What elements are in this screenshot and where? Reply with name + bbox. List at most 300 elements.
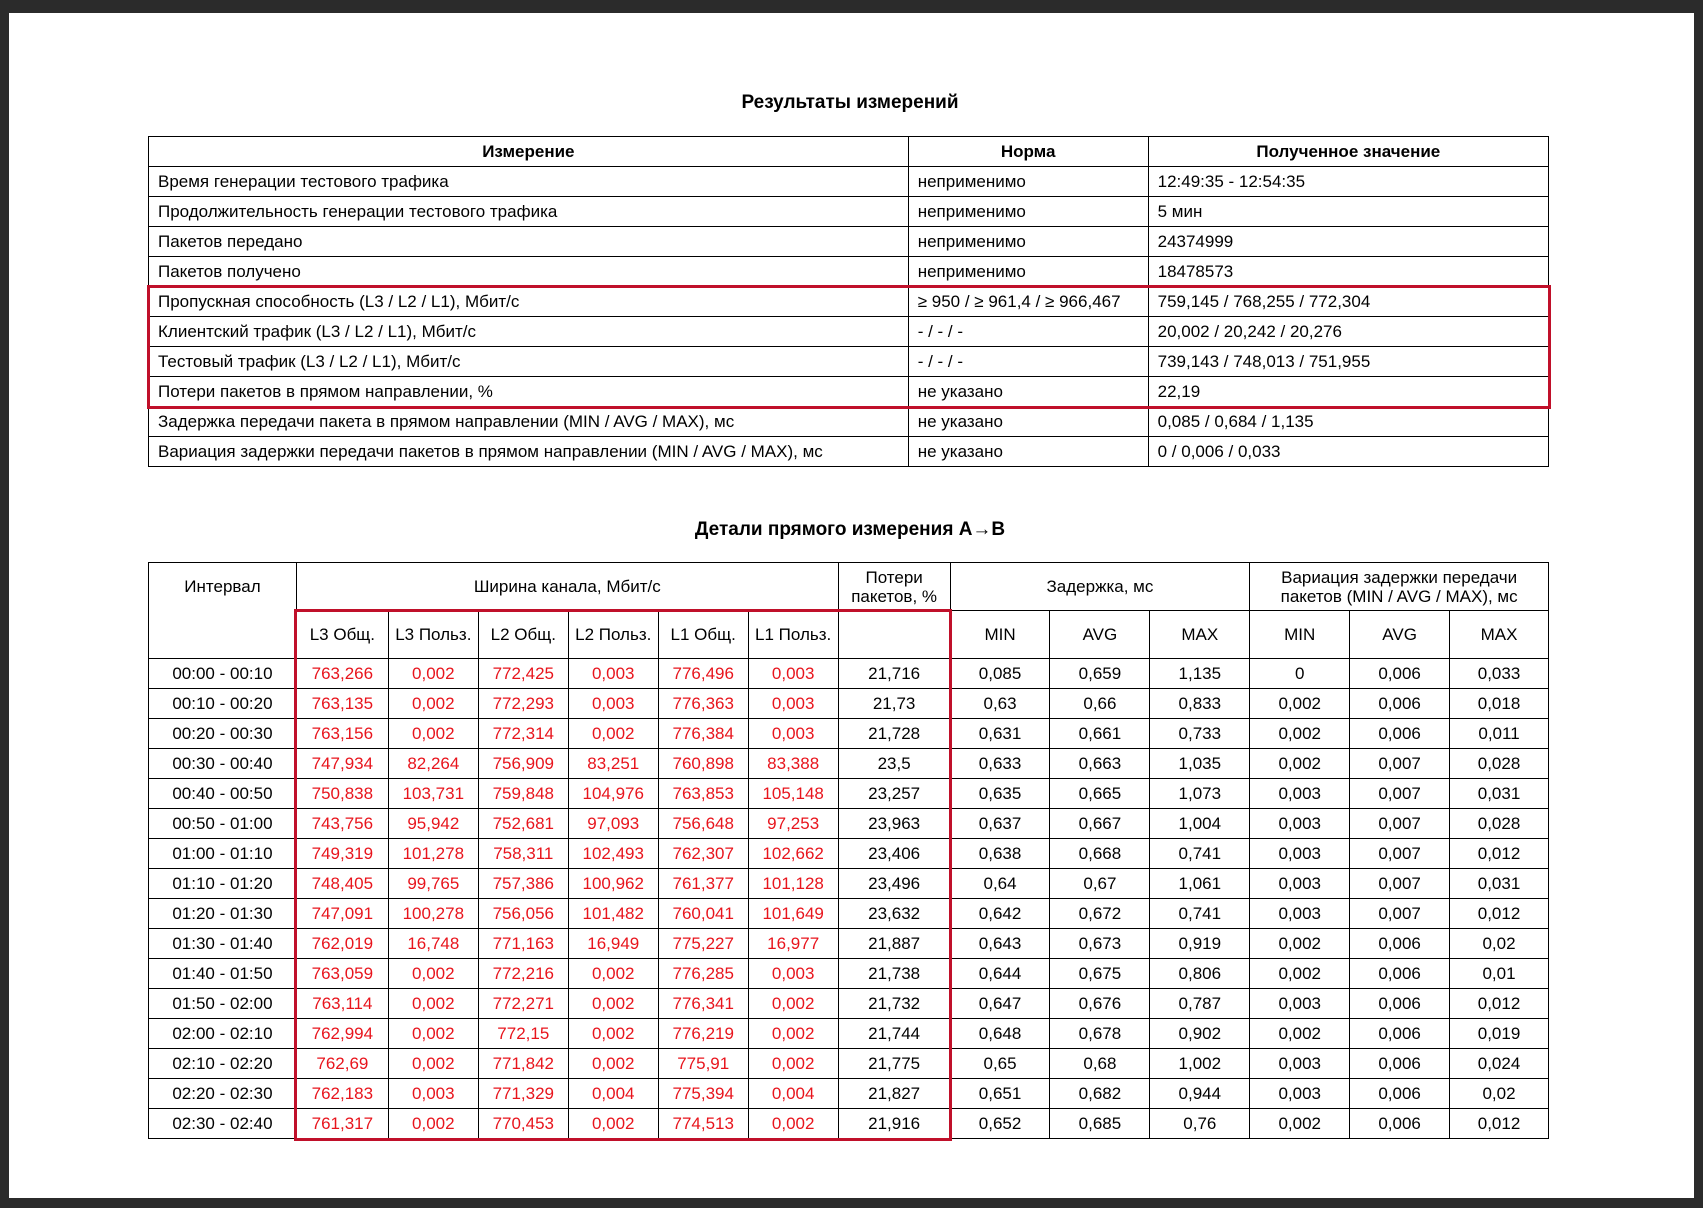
subheader-cell: AVG xyxy=(1350,611,1450,659)
value-cell: 0,65 xyxy=(950,1049,1050,1079)
value-cell: 1,135 xyxy=(1150,659,1250,689)
value-cell: 0,668 xyxy=(1050,839,1150,869)
summary-row xyxy=(149,317,1549,347)
value-cell: 750,838 xyxy=(296,779,388,809)
value-cell: 100,278 xyxy=(388,899,478,929)
interval-cell: 01:20 - 01:30 xyxy=(149,899,297,929)
value-cell: 761,377 xyxy=(658,869,748,899)
value-cell: 0,002 xyxy=(568,1049,658,1079)
value-cell: 101,278 xyxy=(388,839,478,869)
value-cell: 0,682 xyxy=(1050,1079,1150,1109)
value-cell: 0,64 xyxy=(950,869,1050,899)
value-cell: 0,67 xyxy=(1050,869,1150,899)
value-cell: 0,003 xyxy=(748,719,838,749)
value-cell: 0,012 xyxy=(1450,899,1549,929)
value-cell: 747,091 xyxy=(296,899,388,929)
value-cell: 771,163 xyxy=(478,929,568,959)
details-row xyxy=(149,929,1549,959)
value-cell: 0,635 xyxy=(950,779,1050,809)
value-cell: 0,673 xyxy=(1050,929,1150,959)
value-cell: 0,007 xyxy=(1350,869,1450,899)
value-cell: 0,003 xyxy=(1250,899,1350,929)
details-row xyxy=(149,779,1549,809)
value-cell: 762,307 xyxy=(658,839,748,869)
value-cell: 775,227 xyxy=(658,929,748,959)
value-cell: 0,002 xyxy=(568,1019,658,1049)
value-cell: 774,513 xyxy=(658,1109,748,1139)
details-row xyxy=(149,1019,1549,1049)
value-cell: 97,093 xyxy=(568,809,658,839)
value-cell: 763,853 xyxy=(658,779,748,809)
value-cell: 1,002 xyxy=(1150,1049,1250,1079)
value-cell: 23,963 xyxy=(838,809,950,839)
header-value: Полученное значение xyxy=(1148,137,1548,167)
subheader-cell: L2 Польз. xyxy=(568,611,658,659)
value-cell: 0,919 xyxy=(1150,929,1250,959)
interval-cell: 02:20 - 02:30 xyxy=(149,1079,297,1109)
subheader-cell: L2 Общ. xyxy=(478,611,568,659)
interval-cell: 01:10 - 01:20 xyxy=(149,869,297,899)
value-cell: 0,002 xyxy=(748,989,838,1019)
value-cell: 772,271 xyxy=(478,989,568,1019)
value-cell: 772,216 xyxy=(478,959,568,989)
value-cell: 0,002 xyxy=(748,1019,838,1049)
value-cell: 5 мин xyxy=(1148,197,1548,227)
value-cell: 0,033 xyxy=(1450,659,1549,689)
value-cell: 0,003 xyxy=(568,659,658,689)
value-cell: 758,311 xyxy=(478,839,568,869)
subheader-cell: MIN xyxy=(950,611,1050,659)
summary-row xyxy=(149,347,1549,377)
value-cell: 23,257 xyxy=(838,779,950,809)
value-cell: 0,02 xyxy=(1450,1079,1549,1109)
value-cell: 762,019 xyxy=(296,929,388,959)
value-cell: 0,018 xyxy=(1450,689,1549,719)
summary-row xyxy=(149,287,1549,317)
value-cell: 0,006 xyxy=(1350,659,1450,689)
value-cell: 0,631 xyxy=(950,719,1050,749)
value-cell: 770,453 xyxy=(478,1109,568,1139)
summary-row xyxy=(149,257,1549,287)
value-cell: 0,652 xyxy=(950,1109,1050,1139)
value-cell: 0,002 xyxy=(1250,1109,1350,1139)
measurement-cell: Продолжительность генерации тестового трафика xyxy=(149,197,909,227)
value-cell: 0,02 xyxy=(1450,929,1549,959)
value-cell: 0 / 0,006 / 0,033 xyxy=(1148,437,1548,467)
value-cell: 21,775 xyxy=(838,1049,950,1079)
details-row xyxy=(149,1109,1549,1139)
value-cell: 772,293 xyxy=(478,689,568,719)
value-cell: 0,002 xyxy=(1250,1019,1350,1049)
value-cell: 21,716 xyxy=(838,659,950,689)
value-cell: 0,01 xyxy=(1450,959,1549,989)
value-cell: 0,003 xyxy=(388,1079,478,1109)
value-cell: 763,135 xyxy=(296,689,388,719)
value-cell: 102,662 xyxy=(748,839,838,869)
value-cell: 0,665 xyxy=(1050,779,1150,809)
value-cell: 0,002 xyxy=(1250,749,1350,779)
details-title: Детали прямого измерения A→B xyxy=(694,519,1006,540)
interval-cell: 00:00 - 00:10 xyxy=(149,659,297,689)
value-cell: 0,002 xyxy=(748,1049,838,1079)
value-cell: 0,002 xyxy=(568,989,658,1019)
value-cell: 0,006 xyxy=(1350,989,1450,1019)
value-cell: 21,738 xyxy=(838,959,950,989)
value-cell: 760,898 xyxy=(658,749,748,779)
details-row xyxy=(149,959,1549,989)
value-cell: 0,66 xyxy=(1050,689,1150,719)
header-loss: Потери пакетов, % xyxy=(838,563,950,611)
value-cell: 759,145 / 768,255 / 772,304 xyxy=(1148,287,1548,317)
value-cell: 772,425 xyxy=(478,659,568,689)
value-cell: 0,833 xyxy=(1150,689,1250,719)
value-cell: 0,002 xyxy=(388,959,478,989)
value-cell: 82,264 xyxy=(388,749,478,779)
value-cell: 776,341 xyxy=(658,989,748,1019)
value-cell: 0,002 xyxy=(388,1109,478,1139)
value-cell: 102,493 xyxy=(568,839,658,869)
value-cell: 0,019 xyxy=(1450,1019,1549,1049)
value-cell: 775,91 xyxy=(658,1049,748,1079)
value-cell: 0,003 xyxy=(1250,1049,1350,1079)
measurement-cell: Тестовый трафик (L3 / L2 / L1), Мбит/с xyxy=(149,347,909,377)
value-cell: 0,002 xyxy=(1250,929,1350,959)
value-cell: 0,007 xyxy=(1350,749,1450,779)
value-cell: 16,748 xyxy=(388,929,478,959)
value-cell: 0,031 xyxy=(1450,869,1549,899)
value-cell: 776,384 xyxy=(658,719,748,749)
value-cell: 0,003 xyxy=(748,959,838,989)
norm-cell: неприменимо xyxy=(908,167,1148,197)
value-cell: 0,76 xyxy=(1150,1109,1250,1139)
interval-cell: 01:40 - 01:50 xyxy=(149,959,297,989)
details-row xyxy=(149,719,1549,749)
value-cell: 0,002 xyxy=(388,689,478,719)
value-cell: 0,002 xyxy=(388,719,478,749)
subheader-cell: MAX xyxy=(1450,611,1549,659)
interval-cell: 02:10 - 02:20 xyxy=(149,1049,297,1079)
value-cell: 752,681 xyxy=(478,809,568,839)
value-cell: 0,002 xyxy=(388,1049,478,1079)
value-cell: 772,314 xyxy=(478,719,568,749)
value-cell: 97,253 xyxy=(748,809,838,839)
value-cell: 23,632 xyxy=(838,899,950,929)
value-cell: 0,003 xyxy=(1250,779,1350,809)
header-delay: Задержка, мс xyxy=(950,563,1250,611)
value-cell: 762,183 xyxy=(296,1079,388,1109)
summary-table xyxy=(148,136,1549,467)
value-cell: 103,731 xyxy=(388,779,478,809)
value-cell: 756,648 xyxy=(658,809,748,839)
value-cell: 100,962 xyxy=(568,869,658,899)
details-row xyxy=(149,749,1549,779)
value-cell: 23,5 xyxy=(838,749,950,779)
details-row xyxy=(149,659,1549,689)
value-cell: 105,148 xyxy=(748,779,838,809)
value-cell: 0,902 xyxy=(1150,1019,1250,1049)
value-cell: 0,006 xyxy=(1350,689,1450,719)
value-cell: 95,942 xyxy=(388,809,478,839)
value-cell: 762,69 xyxy=(296,1049,388,1079)
value-cell: 763,156 xyxy=(296,719,388,749)
value-cell: 763,059 xyxy=(296,959,388,989)
header-bandwidth: Ширина канала, Мбит/с xyxy=(296,563,838,611)
interval-cell: 00:40 - 00:50 xyxy=(149,779,297,809)
value-cell: 760,041 xyxy=(658,899,748,929)
value-cell: 23,406 xyxy=(838,839,950,869)
value-cell: 21,73 xyxy=(838,689,950,719)
value-cell: 0,647 xyxy=(950,989,1050,1019)
value-cell: 0,028 xyxy=(1450,809,1549,839)
value-cell: 21,732 xyxy=(838,989,950,1019)
subheader-cell: AVG xyxy=(1050,611,1150,659)
value-cell: 0,642 xyxy=(950,899,1050,929)
value-cell: 0,003 xyxy=(1250,839,1350,869)
subheader-cell: MIN xyxy=(1250,611,1350,659)
value-cell: 16,949 xyxy=(568,929,658,959)
value-cell: 0,003 xyxy=(748,689,838,719)
subheader-cell: MAX xyxy=(1150,611,1250,659)
value-cell: 0,003 xyxy=(748,659,838,689)
value-cell: 0,007 xyxy=(1350,779,1450,809)
norm-cell: неприменимо xyxy=(908,197,1148,227)
value-cell: 757,386 xyxy=(478,869,568,899)
value-cell: 0,002 xyxy=(1250,959,1350,989)
details-row xyxy=(149,809,1549,839)
value-cell: 0,006 xyxy=(1350,719,1450,749)
value-cell: 104,976 xyxy=(568,779,658,809)
value-cell: 771,329 xyxy=(478,1079,568,1109)
value-cell: 0,007 xyxy=(1350,839,1450,869)
value-cell: 0,003 xyxy=(1250,989,1350,1019)
value-cell: 749,319 xyxy=(296,839,388,869)
measurement-cell: Время генерации тестового трафика xyxy=(149,167,909,197)
value-cell: 743,756 xyxy=(296,809,388,839)
value-cell: 1,004 xyxy=(1150,809,1250,839)
value-cell: 0,002 xyxy=(388,989,478,1019)
details-row xyxy=(149,1049,1549,1079)
norm-cell: неприменимо xyxy=(908,257,1148,287)
value-cell: 763,114 xyxy=(296,989,388,1019)
value-cell: 0,68 xyxy=(1050,1049,1150,1079)
value-cell: 21,916 xyxy=(838,1109,950,1139)
value-cell: 776,219 xyxy=(658,1019,748,1049)
measurement-cell: Пакетов передано xyxy=(149,227,909,257)
value-cell: 99,765 xyxy=(388,869,478,899)
value-cell: 83,388 xyxy=(748,749,838,779)
summary-row xyxy=(149,437,1549,467)
interval-cell: 02:00 - 02:10 xyxy=(149,1019,297,1049)
summary-title: Результаты измерений xyxy=(741,92,959,113)
norm-cell: не указано xyxy=(908,437,1148,467)
interval-cell: 01:50 - 02:00 xyxy=(149,989,297,1019)
value-cell: 0,741 xyxy=(1150,839,1250,869)
norm-cell: неприменимо xyxy=(908,227,1148,257)
details-row xyxy=(149,869,1549,899)
interval-cell: 01:00 - 01:10 xyxy=(149,839,297,869)
value-cell: 0,003 xyxy=(1250,809,1350,839)
interval-cell: 00:10 - 00:20 xyxy=(149,689,297,719)
value-cell: 776,363 xyxy=(658,689,748,719)
value-cell: 0,672 xyxy=(1050,899,1150,929)
value-cell: 18478573 xyxy=(1148,257,1548,287)
value-cell: 0,012 xyxy=(1450,989,1549,1019)
summary-row xyxy=(149,167,1549,197)
value-cell: 0,012 xyxy=(1450,1109,1549,1139)
value-cell: 0,007 xyxy=(1350,899,1450,929)
value-cell: 0 xyxy=(1250,659,1350,689)
value-cell: 776,285 xyxy=(658,959,748,989)
value-cell: 12:49:35 - 12:54:35 xyxy=(1148,167,1548,197)
value-cell: 24374999 xyxy=(1148,227,1548,257)
value-cell: 748,405 xyxy=(296,869,388,899)
value-cell: 0,003 xyxy=(1250,869,1350,899)
value-cell: 0,667 xyxy=(1050,809,1150,839)
value-cell: 0,685 xyxy=(1050,1109,1150,1139)
value-cell: 747,934 xyxy=(296,749,388,779)
value-cell: 0,085 xyxy=(950,659,1050,689)
value-cell: 21,728 xyxy=(838,719,950,749)
details-row xyxy=(149,1079,1549,1109)
interval-cell: 00:20 - 00:30 xyxy=(149,719,297,749)
summary-row xyxy=(149,227,1549,257)
value-cell: 775,394 xyxy=(658,1079,748,1109)
details-table xyxy=(148,562,1549,1139)
measurement-cell: Клиентский трафик (L3 / L2 / L1), Мбит/с xyxy=(149,317,909,347)
norm-cell: не указано xyxy=(908,377,1148,407)
measurement-cell: Пропускная способность (L3 / L2 / L1), Мбит/с xyxy=(149,287,909,317)
value-cell: 101,482 xyxy=(568,899,658,929)
value-cell: 0,648 xyxy=(950,1019,1050,1049)
value-cell: 756,909 xyxy=(478,749,568,779)
value-cell: 0,004 xyxy=(568,1079,658,1109)
interval-cell: 00:30 - 00:40 xyxy=(149,749,297,779)
value-cell: 0,661 xyxy=(1050,719,1150,749)
value-cell: 0,806 xyxy=(1150,959,1250,989)
norm-cell: - / - / - xyxy=(908,317,1148,347)
value-cell: 0,007 xyxy=(1350,809,1450,839)
value-cell: 0,003 xyxy=(568,689,658,719)
value-cell: 0,676 xyxy=(1050,989,1150,1019)
value-cell: 0,63 xyxy=(950,689,1050,719)
value-cell: 0,006 xyxy=(1350,1019,1450,1049)
value-cell: 101,128 xyxy=(748,869,838,899)
norm-cell: - / - / - xyxy=(908,347,1148,377)
interval-cell: 02:30 - 02:40 xyxy=(149,1109,297,1139)
value-cell: 0,002 xyxy=(388,659,478,689)
value-cell: 21,887 xyxy=(838,929,950,959)
details-row xyxy=(149,689,1549,719)
value-cell: 0,006 xyxy=(1350,1049,1450,1079)
value-cell: 0,031 xyxy=(1450,779,1549,809)
value-cell: 0,024 xyxy=(1450,1049,1549,1079)
summary-row xyxy=(149,197,1549,227)
value-cell: 0,787 xyxy=(1150,989,1250,1019)
details-row xyxy=(149,899,1549,929)
value-cell: 0,002 xyxy=(568,719,658,749)
value-cell: 0,006 xyxy=(1350,1079,1450,1109)
value-cell: 21,827 xyxy=(838,1079,950,1109)
measurement-cell: Пакетов получено xyxy=(149,257,909,287)
value-cell: 0,085 / 0,684 / 1,135 xyxy=(1148,407,1548,437)
value-cell: 0,741 xyxy=(1150,899,1250,929)
details-row xyxy=(149,989,1549,1019)
measurement-cell: Вариация задержки передачи пакетов в прямом направлении (MIN / AVG / MAX), мс xyxy=(149,437,909,467)
value-cell: 20,002 / 20,242 / 20,276 xyxy=(1148,317,1548,347)
interval-cell: 01:30 - 01:40 xyxy=(149,929,297,959)
value-cell: 1,035 xyxy=(1150,749,1250,779)
value-cell: 0,675 xyxy=(1050,959,1150,989)
value-cell: 0,638 xyxy=(950,839,1050,869)
header-norm: Норма xyxy=(908,137,1148,167)
value-cell: 0,633 xyxy=(950,749,1050,779)
value-cell: 0,651 xyxy=(950,1079,1050,1109)
value-cell: 0,637 xyxy=(950,809,1050,839)
value-cell: 1,061 xyxy=(1150,869,1250,899)
summary-row xyxy=(149,407,1549,437)
norm-cell: не указано xyxy=(908,407,1148,437)
value-cell: 771,842 xyxy=(478,1049,568,1079)
header-interval: Интервал xyxy=(149,563,297,659)
summary-row xyxy=(149,377,1549,407)
value-cell: 0,678 xyxy=(1050,1019,1150,1049)
interval-cell: 00:50 - 01:00 xyxy=(149,809,297,839)
value-cell: 0,012 xyxy=(1450,839,1549,869)
value-cell: 22,19 xyxy=(1148,377,1548,407)
value-cell: 0,006 xyxy=(1350,959,1450,989)
subheader-cell: L3 Польз. xyxy=(388,611,478,659)
value-cell: 756,056 xyxy=(478,899,568,929)
value-cell: 0,002 xyxy=(748,1109,838,1139)
measurement-cell: Задержка передачи пакета в прямом направлении (MIN / AVG / MAX), мс xyxy=(149,407,909,437)
value-cell: 0,028 xyxy=(1450,749,1549,779)
value-cell: 0,002 xyxy=(568,1109,658,1139)
value-cell: 0,002 xyxy=(568,959,658,989)
value-cell: 0,944 xyxy=(1150,1079,1250,1109)
value-cell: 23,496 xyxy=(838,869,950,899)
value-cell: 776,496 xyxy=(658,659,748,689)
header-jitter: Вариация задержки передачи пакетов (MIN / AVG / MAX), мс xyxy=(1250,563,1549,611)
norm-cell: ≥ 950 / ≥ 961,4 / ≥ 966,467 xyxy=(908,287,1148,317)
value-cell: 762,994 xyxy=(296,1019,388,1049)
header-measurement: Измерение xyxy=(149,137,909,167)
value-cell: 1,073 xyxy=(1150,779,1250,809)
subheader-cell: L1 Общ. xyxy=(658,611,748,659)
value-cell: 761,317 xyxy=(296,1109,388,1139)
value-cell: 83,251 xyxy=(568,749,658,779)
value-cell: 21,744 xyxy=(838,1019,950,1049)
value-cell: 0,002 xyxy=(388,1019,478,1049)
value-cell: 772,15 xyxy=(478,1019,568,1049)
value-cell: 0,002 xyxy=(1250,689,1350,719)
value-cell: 0,006 xyxy=(1350,1109,1450,1139)
value-cell: 0,644 xyxy=(950,959,1050,989)
value-cell: 101,649 xyxy=(748,899,838,929)
value-cell: 763,266 xyxy=(296,659,388,689)
value-cell: 0,006 xyxy=(1350,929,1450,959)
value-cell: 0,003 xyxy=(1250,1079,1350,1109)
value-cell: 0,002 xyxy=(1250,719,1350,749)
subheader-empty xyxy=(838,611,950,659)
details-row xyxy=(149,839,1549,869)
value-cell: 16,977 xyxy=(748,929,838,959)
value-cell: 0,011 xyxy=(1450,719,1549,749)
value-cell: 0,663 xyxy=(1050,749,1150,779)
measurement-cell: Потери пакетов в прямом направлении, % xyxy=(149,377,909,407)
subheader-cell: L1 Польз. xyxy=(748,611,838,659)
value-cell: 0,659 xyxy=(1050,659,1150,689)
value-cell: 739,143 / 748,013 / 751,955 xyxy=(1148,347,1548,377)
